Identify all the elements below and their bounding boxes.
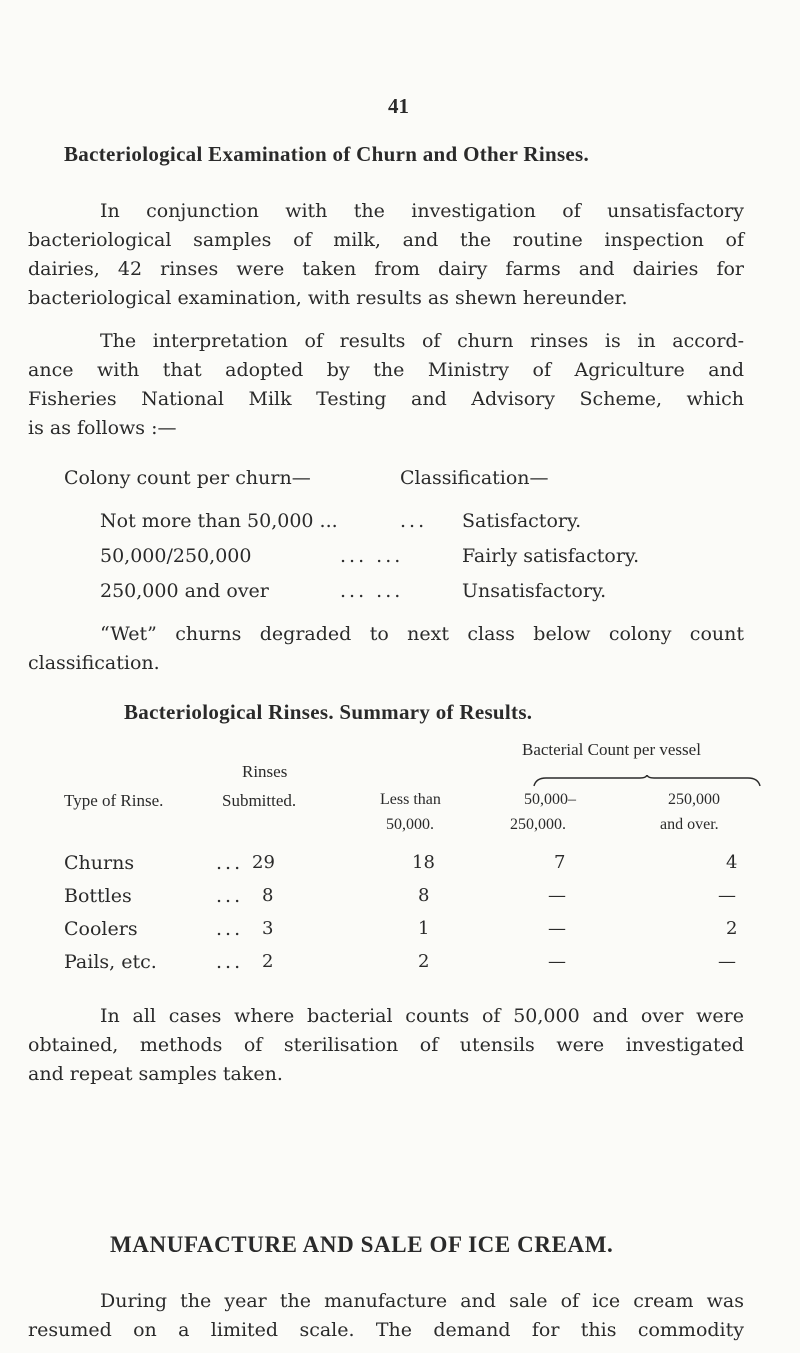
text-line: Fisheries National Milk Testing and Advisory Scheme, which [28, 388, 744, 410]
text-line: dairies, 42 rinses were taken from dairy farms and dairies for [28, 258, 744, 280]
leader-dots: ... ... [340, 580, 404, 602]
paragraph-all-cases [28, 1002, 744, 1089]
row-less-than: 8 [418, 885, 430, 906]
paragraph-ice-cream [28, 1287, 744, 1345]
row-over: 2 [726, 918, 738, 939]
classification-value: Fairly satisfactory. [462, 545, 640, 567]
row-less-than: 2 [418, 951, 430, 972]
text-line: is as follows :— [28, 417, 177, 439]
brace-icon [532, 775, 762, 787]
col-header-50000-range: 50,000– [524, 791, 576, 808]
table-group-header: Bacterial Count per vessel [522, 740, 701, 759]
text-line: During the year the manufacture and sale of ice cream was [100, 1290, 744, 1312]
colony-count-heading: Colony count per churn— [64, 467, 311, 489]
leader-dots: ... ... [340, 545, 404, 567]
heading-ice-cream: MANUFACTURE AND SALE OF ICE CREAM. [110, 1232, 614, 1257]
classification-value: Satisfactory. [462, 510, 582, 532]
col-header-and-over: and over. [660, 816, 719, 833]
paragraph-wet-churns [28, 620, 744, 678]
text-line: In conjunction with the investigation of unsatisfactory [100, 200, 744, 222]
col-header-rinses: Rinses [242, 762, 288, 781]
col-header-submitted: Submitted. [222, 791, 297, 810]
leader-dots: ... [216, 951, 244, 973]
row-less-than: 18 [412, 852, 435, 873]
paragraph-intro [28, 197, 744, 313]
row-less-than: 1 [418, 918, 430, 939]
heading-summary: Bacteriological Rinses. Summary of Results. [124, 700, 533, 724]
text-line: “Wet” churns degraded to next class below colony count [100, 623, 744, 645]
text-line: In all cases where bacterial counts of 50,000 and over were [100, 1005, 744, 1027]
text-line: obtained, methods of sterilisation of utensils were investigated [28, 1034, 744, 1056]
col-header-250000: 250,000. [510, 816, 566, 833]
row-submitted: 3 [262, 918, 274, 939]
text-line: bacteriological examination, with results as shewn hereunder. [28, 287, 628, 309]
row-mid: 7 [554, 852, 566, 873]
row-mid: — [548, 951, 566, 972]
col-header-less-than: Less than [380, 791, 441, 808]
leader-dots: ... [216, 852, 244, 874]
row-submitted: 8 [262, 885, 274, 906]
row-type: Bottles [64, 885, 132, 907]
row-over: — [718, 885, 736, 906]
paragraph-interpretation [28, 327, 744, 443]
text-line: ance with that adopted by the Ministry of Agriculture and [28, 359, 744, 381]
row-over: 4 [726, 852, 738, 873]
row-type: Churns [64, 852, 135, 874]
classification-value: Unsatisfactory. [462, 580, 607, 602]
count-range: 50,000/250,000 [100, 545, 252, 567]
text-line: bacteriological samples of milk, and the routine inspection of [28, 229, 744, 251]
classification-heading: Classification— [400, 467, 549, 489]
row-over: — [718, 951, 736, 972]
text-line: resumed on a limited scale. The demand for this commodity [28, 1319, 744, 1341]
row-submitted: 2 [262, 951, 274, 972]
row-submitted: 29 [252, 852, 275, 873]
count-range: 250,000 and over [100, 580, 269, 602]
col-header-type: Type of Rinse. [64, 791, 164, 810]
row-type: Coolers [64, 918, 138, 940]
leader-dots: ... [400, 510, 428, 532]
text-line: classification. [28, 652, 160, 674]
text-line: and repeat samples taken. [28, 1063, 283, 1085]
row-mid: — [548, 918, 566, 939]
leader-dots: ... [216, 918, 244, 940]
col-header-50000: 50,000. [386, 816, 434, 833]
page-number: 41 [388, 94, 409, 118]
leader-dots: ... [216, 885, 244, 907]
text-line: The interpretation of results of churn rinses is in accord- [100, 330, 744, 352]
col-header-250000-top: 250,000 [668, 791, 720, 808]
heading-rinses: Bacteriological Examination of Churn and Other Rinses. [64, 142, 590, 166]
row-type: Pails, etc. [64, 951, 157, 973]
row-mid: — [548, 885, 566, 906]
count-range: Not more than 50,000 ... [100, 510, 338, 532]
